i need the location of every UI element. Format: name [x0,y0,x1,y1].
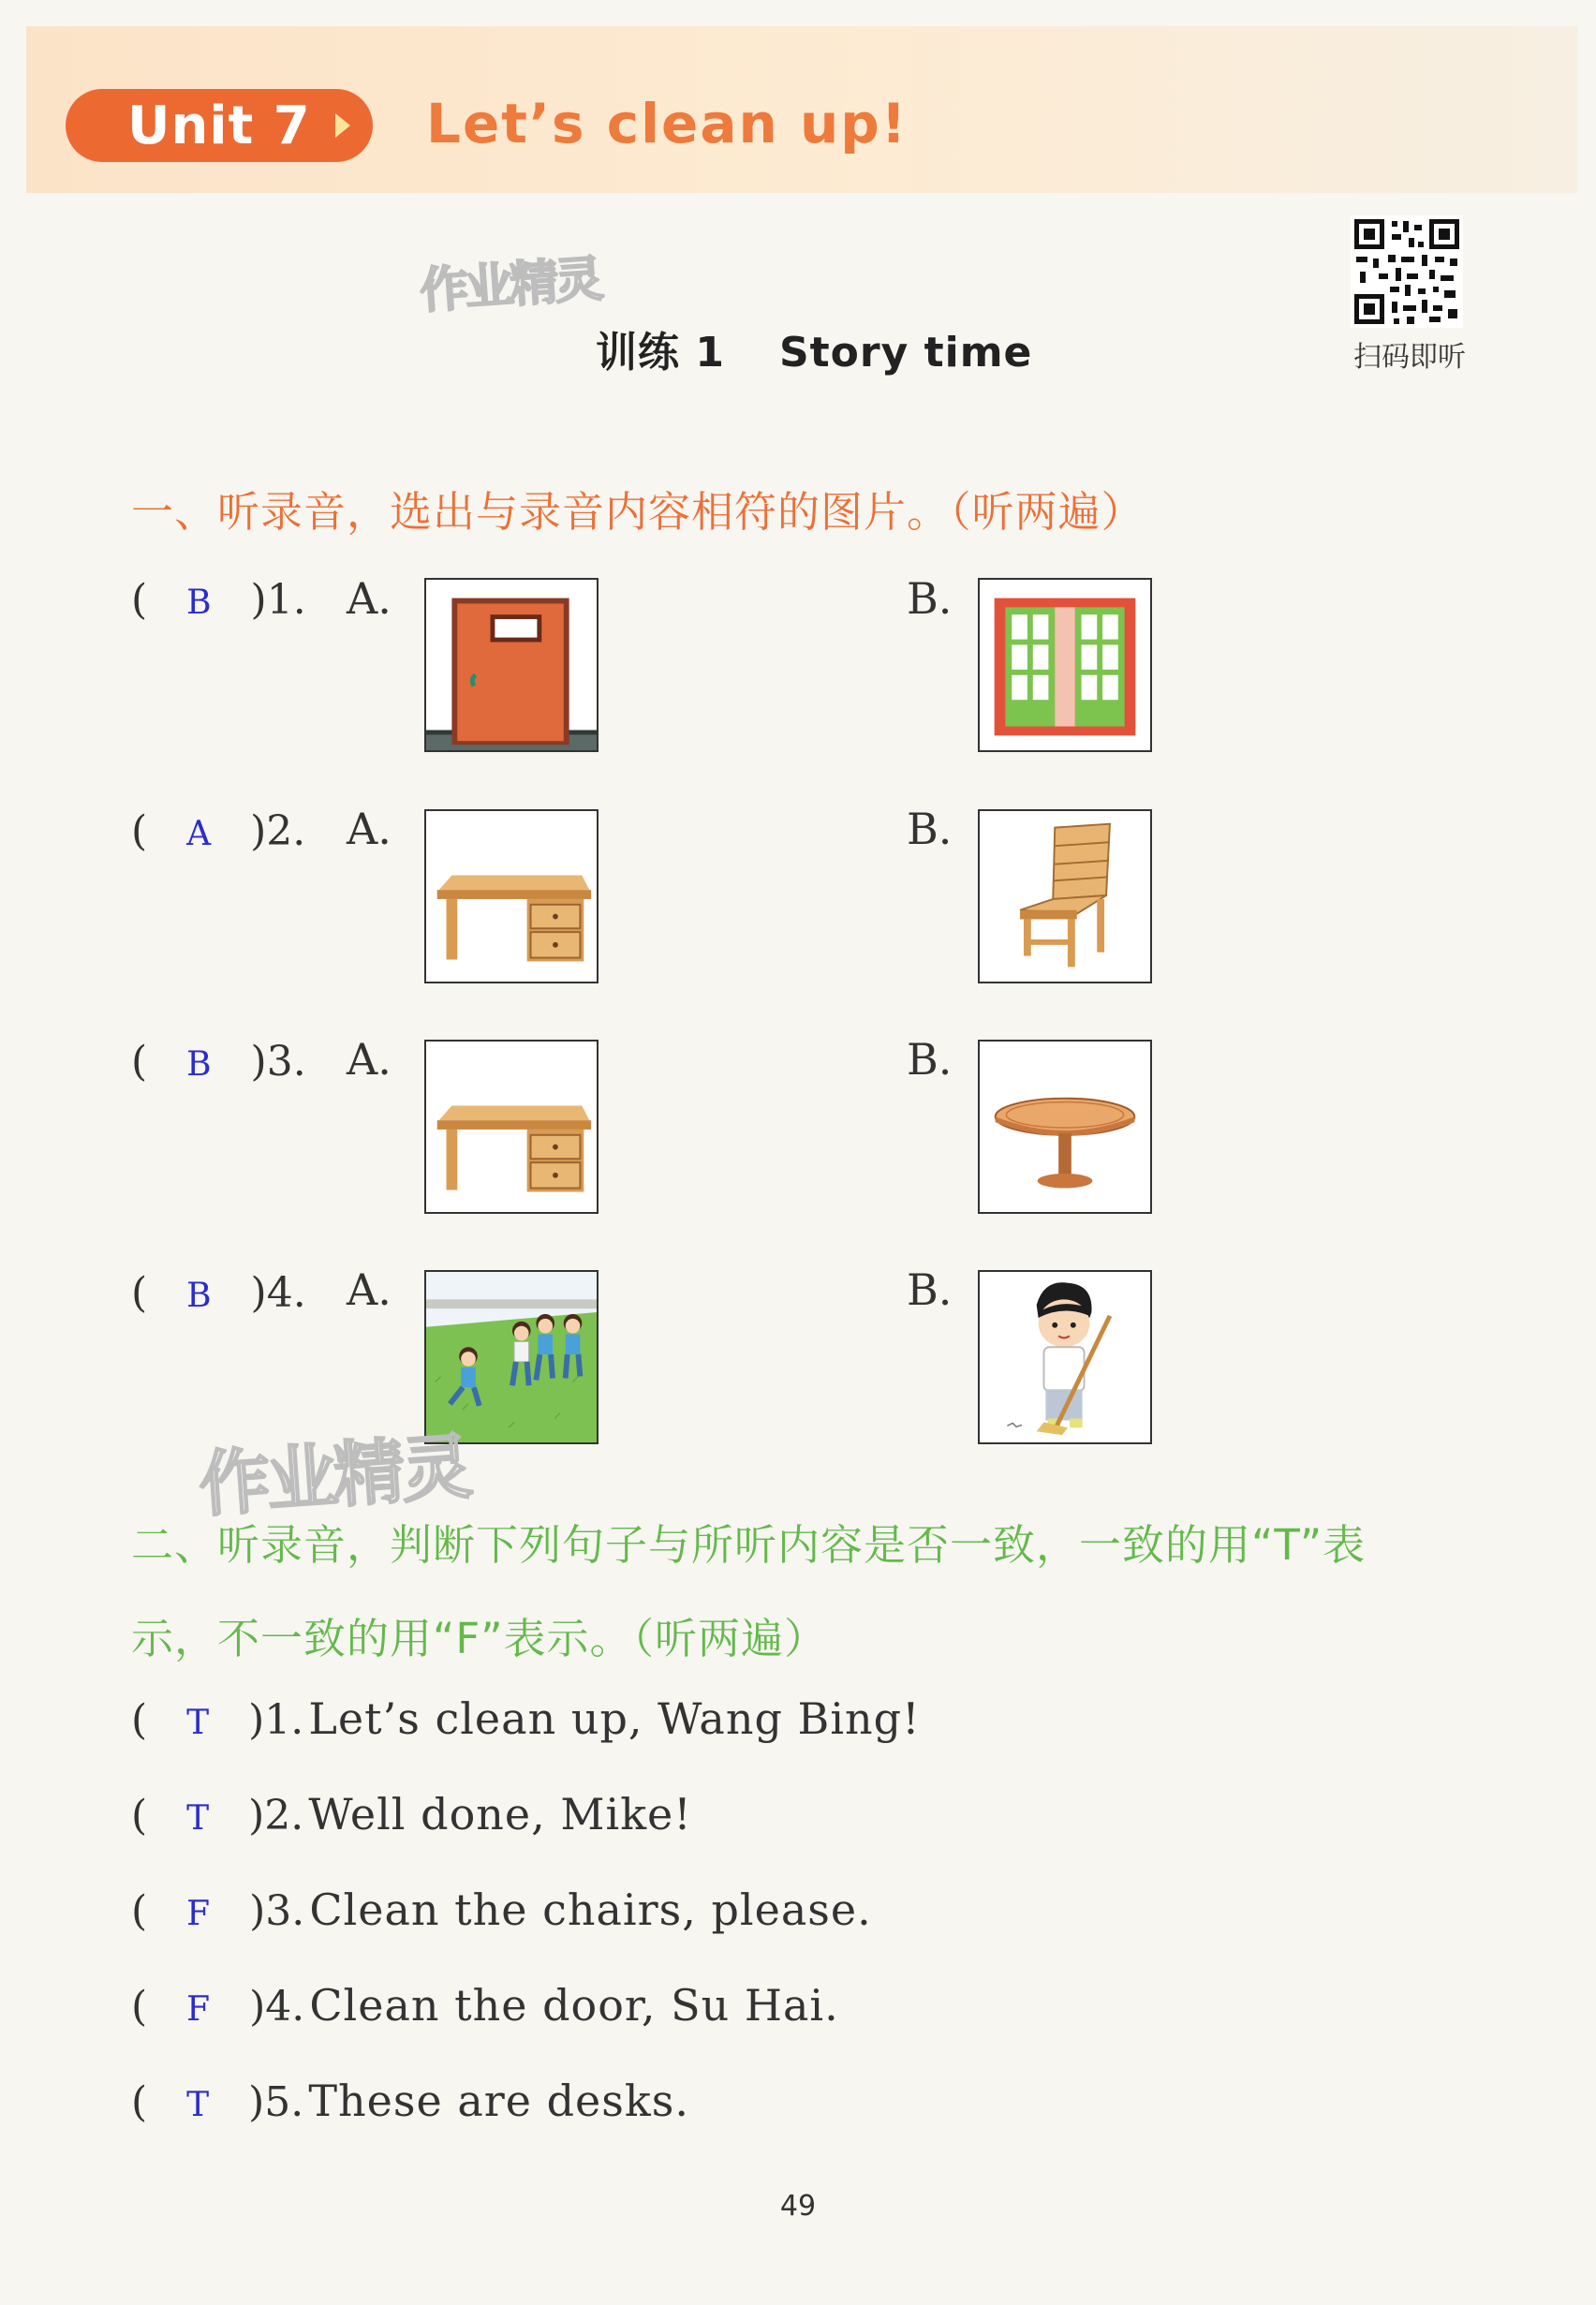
judge-item [131,1693,921,1744]
answer-bracket: ( T ) [131,1696,265,1744]
item-number: 2. [264,1792,304,1840]
judge-item [131,2076,689,2126]
boy-sweeping-picture [978,1270,1152,1444]
item-number: 1. [266,576,306,624]
answer-bracket: ( F ) [131,1887,266,1935]
option-b-label: B. [907,1034,953,1085]
option-a-label: A. [347,1264,392,1315]
qr-caption: 扫码即听 [1353,341,1466,374]
item-sentence: These are desks. [308,2076,689,2126]
section1-heading: 一、听录音，选出与录音内容相符的图片。（听两遍） [131,487,1145,537]
option-b-label: B. [907,804,953,854]
window-picture [978,578,1152,752]
answer-bracket: ( B )1. [131,576,306,624]
item-sentence: Let’s clean up, Wang Bing! [308,1693,921,1744]
lesson-number: 训练 1 [596,329,725,377]
judge-item [131,1980,839,2031]
section2-heading [131,1499,1366,1686]
option-b-label: B. [907,1264,953,1315]
judge-item [131,1789,692,1840]
door-picture [424,578,598,752]
desk-picture [424,1040,598,1214]
chair-picture [978,809,1152,983]
answer-mark: T [186,1704,210,1742]
unit-label-pill [66,89,373,162]
section2-heading-line2: 示，不一致的用“F”表示。（听两遍） [131,1614,828,1663]
answer-mark: T [186,1799,210,1838]
desk-picture [424,809,598,983]
item-number: 1. [264,1696,304,1744]
watermark: 作业精灵 [196,1425,472,1527]
item-sentence: Clean the chairs, please. [309,1884,872,1935]
answer-letter: B [186,584,212,622]
lesson-name: Story time [778,329,1033,377]
qr-code-icon[interactable] [1351,215,1463,328]
watermark: 作业精灵 [418,251,602,320]
answer-bracket: ( T ) [131,2078,265,2126]
section2-heading-line1: 二、听录音，判断下列句子与所听内容是否一致，一致的用“T”表 [131,1520,1367,1570]
answer-bracket: ( F ) [131,1983,266,2031]
option-a-label: A. [347,804,392,854]
answer-letter: B [186,1277,212,1315]
option-a-label: A. [347,1034,392,1085]
answer-letter: A [186,815,212,853]
answer-letter: B [186,1045,212,1084]
page-number: 49 [779,2190,817,2223]
item-number: 3. [266,1038,306,1086]
item-number: 3. [265,1887,305,1935]
unit-label: Unit 7 [127,95,311,156]
item-number: 2. [266,807,306,855]
item-sentence: Clean the door, Su Hai. [309,1980,839,2031]
answer-bracket: ( B )3. [131,1038,306,1086]
answer-mark: T [186,2086,210,2124]
answer-bracket: ( B )4. [131,1269,306,1317]
item-sentence: Well done, Mike! [308,1789,692,1840]
answer-mark: F [186,1990,211,2029]
lesson-title [596,318,1032,378]
unit-title: Let’s clean up! [426,92,909,155]
option-a-label: A. [347,573,392,624]
answer-mark: F [186,1895,211,1933]
answer-bracket: ( T ) [131,1792,265,1840]
item-number: 4. [265,1983,305,2031]
table-picture [978,1040,1152,1214]
item-number: 4. [266,1269,306,1317]
item-number: 5. [264,2078,304,2126]
option-b-label: B. [907,573,953,624]
judge-item [131,1884,872,1935]
answer-bracket: ( A )2. [131,807,306,855]
play-arrow-icon [335,113,350,138]
